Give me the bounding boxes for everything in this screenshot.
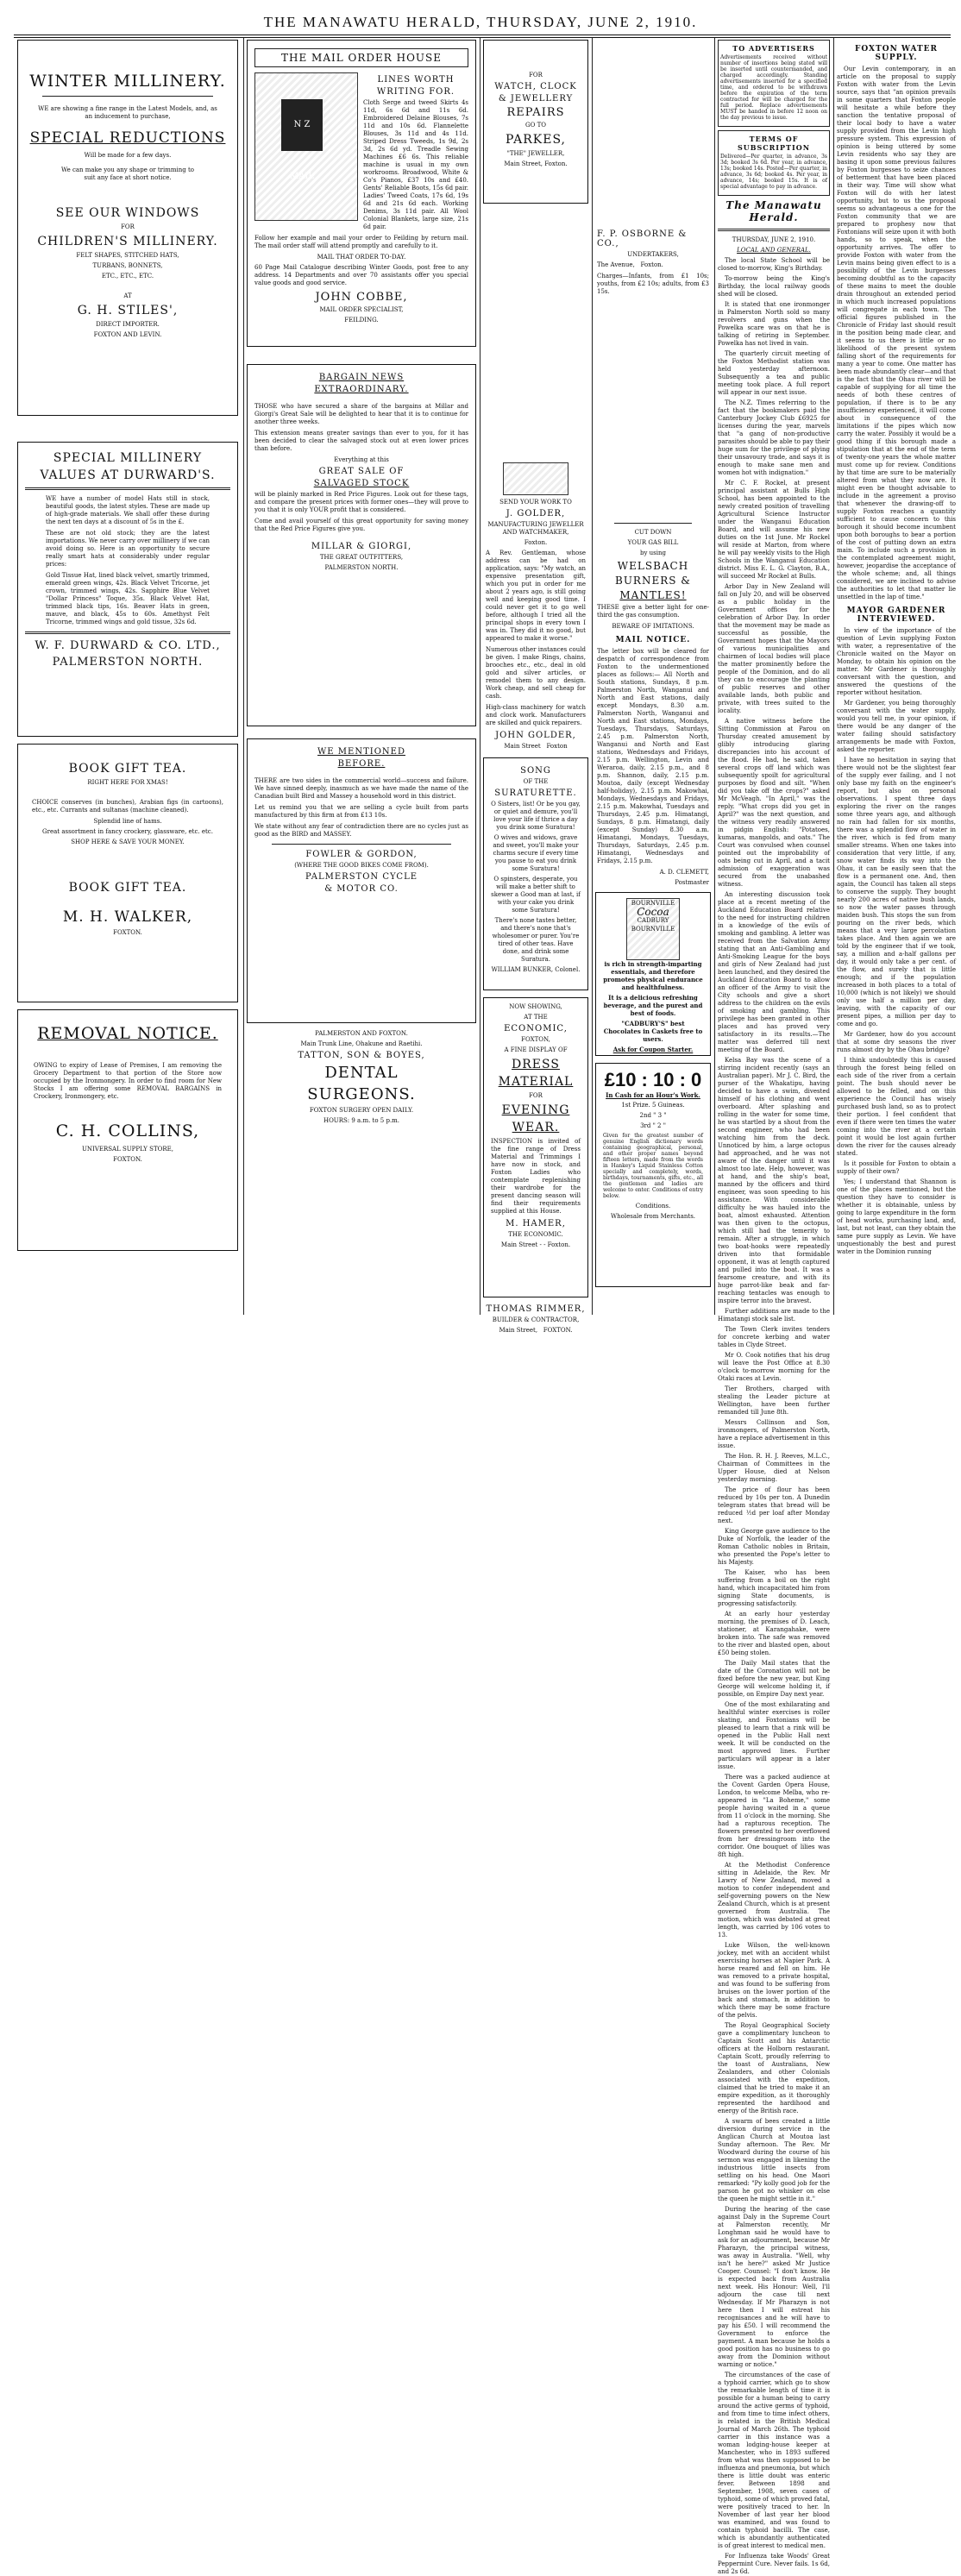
suraturette-ad xyxy=(483,757,588,990)
economic-ad xyxy=(483,997,588,1297)
ad-text: 60 Page Mail Catalogue describing Winter Goods, post free to any address. 14 Departments and over 70 assistants offer you special value goods and good service. xyxy=(254,264,468,286)
ad-heading: DRESS xyxy=(512,1058,560,1071)
column-3 xyxy=(483,40,588,1334)
ad-heading: WRITING FOR. xyxy=(376,87,455,97)
ad-firm: G. H. STILES', xyxy=(77,304,179,317)
ad-text: AT THE xyxy=(524,1014,548,1021)
ad-text: Main Street - - Foxton. xyxy=(500,1241,571,1248)
ad-heading: BURNERS & xyxy=(615,575,691,587)
ad-text: There's none tastes better, and there's none that's wholesomer or purer. You're tired of other teas. Have done, and drink some Suratura. xyxy=(492,917,580,963)
bargain-news-ad xyxy=(247,364,476,726)
ad-title: BEFORE. xyxy=(337,759,386,769)
news-paragraph: The local State School will be closed to-morrow, King's Birthday. xyxy=(718,257,830,272)
ad-text: FELT SHAPES, STITCHED HATS, xyxy=(76,252,179,259)
ad-text: WE are showing a fine range in the Latest Models, and, as an inducement to purchase, xyxy=(38,105,217,120)
ad-heading: SEE OUR WINDOWS xyxy=(55,206,200,220)
ad-text: UNIVERSAL SUPPLY STORE, xyxy=(82,1146,173,1153)
ad-text: CUT DOWN xyxy=(634,529,672,536)
news-paragraph: In view of the importance of the question of Levin supplying Foxton with water, a representative of the Chronicle waited on the Mayor on Monday, to obtain his opinion on the matter. Mr Gardener is thoroughly conversant with the question, and answered the questions of the reporter without hesitation. xyxy=(837,627,956,696)
rimmer-ad xyxy=(483,1304,588,1335)
ad-heading: WATCH, CLOCK xyxy=(494,82,577,91)
section-title: FOXTON WATER SUPPLY. xyxy=(854,45,938,62)
ad-text: O wives and widows, grave and sweet, you'll make your charms secure if every time you pause to eat you drink some Suratura! xyxy=(493,834,579,872)
ad-text: PALMERSTON AND FOXTON. xyxy=(315,1030,408,1037)
news-paragraph: I have no hesitation in saying that there would not be the slightest fear of the supply ever failing, and I not only base my faith on the engineer's report, but also on personal observations. I spent three days exploring the river on the ranges some three years ago, and although no rain had fallen for six months, there was a splendid flow of water in the river, which is fed from many smaller streams. When one takes into consideration that very little, if any, snow water finds its way into the Ohau, it can be easily seen that the flow is a permanent one. And, then again, the Council has taken all steps to conserve the supply. They bought nearly 200 acres of native bush lands, so now the water passes through maiden bush. This stops the sun from pouring on the river beds, which means that a very large percolation takes place. And then again we are told by the engineer that if we took, say, a million and a-half gallons per day, it would only take a per cent. of the flow, and surely that is little enough; and if the population increased in both places to a total of 10,000 (which is not likely) we should only use half a million per day, leaving, with the capacity of our present pipes, a million per day to come and go. xyxy=(837,757,956,1027)
news-paragraph: During the hearing of the case against Daly in the Supreme Court at Palmerston recently, Mr Longhman said he would have to ask for an adjournment, because Mr Pharazyn, the principal witness, was away in Australia. "Well, why isn't he here?" asked Mr Justice Cooper. Counsel: "I don't know. He is expected back from Australia next week. His Honour: Well, I'll adjourn the case till next Wednesday. If Mr Pharazyn is not here then I will estreat his recognisances and he will have to pay his £50. I will recommend the Government to enforce the payment. A man because he holds a good position has no business to go away from the Dominion without warning or notice." xyxy=(718,2206,830,2368)
ad-heading: WELSBACH xyxy=(617,560,689,572)
ad-text: CHOICE conserves (in bunches), Arabian figs (in cartoons), etc., etc. Currants and sultanas (machine cleaned). xyxy=(32,799,223,814)
ad-firm: FOWLER & GORDON, xyxy=(305,850,418,859)
ad-headline: SPECIAL REDUCTIONS xyxy=(29,129,226,147)
ad-text: Numerous other instances could be given. I make Rings, chains, brooches etc., etc., deal in old gold and silver articles, or remodel them to any design. Work cheap, and sell cheap for cash. xyxy=(486,646,586,700)
ad-firm: & MOTOR CO. xyxy=(324,884,399,894)
divider xyxy=(614,523,692,524)
ad-text: This extension means greater savings than ever to you, for it has been decided to clear the salvaged stock out at even lower prices than before. xyxy=(254,430,468,452)
ad-text: Conditions. xyxy=(635,1203,671,1209)
ad-text: Main Street Foxton xyxy=(504,743,568,750)
ad-title: SPECIAL MILLINERY xyxy=(53,451,203,465)
column-news-3 xyxy=(837,40,956,1316)
masthead: THE MANAWATU HERALD, THURSDAY, JUNE 2, 1910. xyxy=(263,14,698,30)
ad-text: BEWARE OF IMITATIONS. xyxy=(612,623,694,630)
column-4 xyxy=(595,40,711,1316)
durward-ad xyxy=(17,442,238,737)
news-paragraph: It is stated that one ironmonger in Palmerston North sold so many revolvers and guns when the Powelka scare was on that he is talking of retiring in September. Powelka has not lived in vain. xyxy=(718,301,830,347)
news-paragraph: Mr Gardener, how do you account that at some dry seasons the river runs almost dry by the Ohau bridge? xyxy=(837,1031,956,1053)
article-text: The letter box will be cleared for despatch of correspondence from Foxton to the undermentioned places as follows:— All North and South stations, Sundays, 8 p.m. Palmerston North, Wanganui and North and East stations, daily except Mondays, 8.30 a.m. Palmerston North, Wanganui and North and East stations, Mondays, Tuesdays, Thursdays, Saturdays, 2.45 p.m. Palmerston North, Wanganui and North and East stations, Wednesdays and Fridays, 2.15 p.m. Wellington, Levin and Weraroa, daily, 2.15 p.m., and 8 p.m. Shannon, daily, 2.15 p.m. Moutoa, daily (except Wednesday half-holiday), 2.15 p.m. Makowhai, Mondays, Wednesdays and Fridays, 2.15 p.m. Makowhai, Tuesdays and Thursdays, 2.45 p.m. Himatangi, Sundays, 8 p.m. Himatangi, daily (except Sunday) 8.30 a.m. Himatangi, Mondays, Tuesdays, Thursdays, Saturdays, 2.45 p.m. Himatangi, Wednesdays and Fridays, 2.15 p.m. xyxy=(597,648,709,864)
ad-heading: LINES WORTH xyxy=(377,75,455,85)
ad-firm: M. H. WALKER, xyxy=(62,908,193,926)
ad-text: PALMERSTON NORTH. xyxy=(324,564,399,571)
ad-firm: TATTON, SON & BOYES, xyxy=(298,1051,425,1060)
subscription-terms xyxy=(718,130,830,196)
parkes-ad xyxy=(483,40,588,204)
column-1 xyxy=(17,40,238,1316)
news-paragraph: The circumstances of the case of a typhoid carrier, which go to show the remarkable length of time it is possible for a human being to carry around the active germs of typhoid, and from time to time infect others, is related in the British Medical Journal of March 26th. The typhoid carrier in this instance was a woman lodging-house keeper at Manchester, who in 1893 suffered from what was then supposed to be influenza and pneumonia, but which there is little doubt was enteric fever. Between 1898 and September, 1908, seven cases of typhoid, some of which proved fatal, were positively traced to her. In November of last year her blood was examined, and was found to contain typhoid bacilli. The case, which is abundantly authenticated is of great interest to medical men. xyxy=(718,2372,830,2549)
ad-text: FOR xyxy=(121,223,135,230)
ad-text: MAIL ORDER SPECIALIST, xyxy=(319,306,404,313)
ad-title: SURATURETTE. xyxy=(494,789,577,798)
ad-text: We state without any fear of contradiction there are no cycles just as good as the BIRD and MASSEY. xyxy=(254,823,468,838)
news-paragraph: I think undoubtedly this is caused through the forest being felled on each side of the river from a certain point. The bush should never be allowed to be felled, and on this experience the Council has wisely purchased bush land, so as to protect their portion. I feel confident that even if there were ten times the water coming into the river at a certain point it would be lost again further down the river for the causes already stated. xyxy=(837,1057,956,1157)
divider xyxy=(272,844,451,845)
ad-text: (WHERE THE GOOD BIKES COME FROM). xyxy=(294,862,429,869)
news-paragraph: The Hon. R. H. J. Reeves, M.L.C., Chairman of Committees in the Upper House, died at Nelson yesterday morning. xyxy=(718,1453,830,1483)
news-paragraph: Is it possible for Foxton to obtain a supply of their own? xyxy=(837,1160,956,1175)
cocoa-ad xyxy=(595,892,711,1056)
issue-date: THURSDAY, JUNE 2, 1910. xyxy=(732,236,816,243)
ad-text: Main Street, Foxton. xyxy=(504,160,568,167)
ad-title: BARGAIN NEWS xyxy=(318,373,405,382)
ad-firm: M. HAMER, xyxy=(506,1219,566,1228)
news-paragraph: There was a packed audience at the Covent Garden Opera House, London, to welcome Melba, who re-appeared in "La Boheme," some people having waited in a queue from 11 o'clock in the morning. She had a rapturous reception. The flowers presented to her overflowed from her dressingroom into the corridor. One bouquet of lilies was 8ft high. xyxy=(718,1774,830,1858)
ad-text: Everything at this xyxy=(334,456,389,463)
ad-text: GO TO xyxy=(525,122,546,129)
ad-text: Charges—Infants, from £1 10s; youths, from £2 10s; adults, from £3 15s. xyxy=(597,273,709,295)
section-title: MAIL NOTICE. xyxy=(615,636,691,644)
ad-text: A Rev. Gentleman, whose address can be had on application, says: "My watch, an expensive presentation gift, which you put in order for me about 2 years ago, is still going well and keeping good time. I could never get it to go well before, although I tried all the principal shops in every town I was in. They did it no good, but appeared to make it worse." xyxy=(486,550,586,642)
column-news-1 xyxy=(718,40,830,2575)
column-divider xyxy=(243,38,244,1315)
article-text: Advertisements received without number of insertions being stated will be inserted until countermanded, and charged accordingly. Standing advertisements inserted for a specified time, and ordered to be withdrawn before the expiration of the term contracted for will be charged for the full period. Replace advertisements MUST be handed in before 12 noon on the day previous to issue. xyxy=(720,54,827,121)
ad-text: MANUFACTURING JEWELLER AND WATCHMAKER, xyxy=(487,521,584,536)
news-paragraph: A native witness before the Sitting Commission at Parou on Thursday created amusement by glibly introducing glaring discrepancies into his account of the flood. He had, he said, taken several crops off land which was subsequently spoilt for agricultural purposes by flood and silt. "When did you take off the crops?" asked Mr McVeagh. "In April," was the reply. "What crops did you get in April?" was the next question, and the witness very readily answered in pidgin English: "Potatoes, kumaras, mangolds, and oats." The Court was convulsed when counsel pointed out the improbability of oats being cut in April, and a tacit admission of exaggeration was secured from the unabashed witness. xyxy=(718,718,830,888)
ad-text: MAIL THAT ORDER TO-DAY. xyxy=(317,254,406,261)
ad-text: FOR xyxy=(529,1092,543,1099)
prize-ad xyxy=(595,1063,711,1287)
ad-heading: MATERIAL xyxy=(498,1075,574,1089)
news-paragraph: The Town Clerk invites tenders for concrete kerbing and water tables in Clyde Street. xyxy=(718,1326,830,1348)
ad-text: INSPECTION is invited of the fine range of Dress Material and Trimmings I have now in stock, and Foxton Ladies who contemplate replenishing their wardrobe for the present dancing season will find their requirements supplied at this House. xyxy=(491,1138,581,1215)
news-paragraph: Arbor Day in New Zealand will fall on July 20, and will be observed as a public holiday in the Government offices for the celebration of Arbor Day. In order that the movement may be made as successful as possible, the Government hopes that the Mayors of various municipalities and chairmen of local bodies will place the matter prominently before the people of the Dominion, and do all they can to encourage the planting of public reserves and other available lands, both public and private, with trees suited to the locality. xyxy=(718,583,830,714)
section-title: TERMS OF SUBSCRIPTION xyxy=(737,135,811,152)
ad-text: THE GREAT OUTFITTERS, xyxy=(319,554,404,561)
signature-role: Postmaster xyxy=(675,879,709,886)
mail-box-girl-illustration xyxy=(254,72,358,221)
tatton-ad xyxy=(247,1030,476,1125)
prize-amount: £10 : 10 : 0 xyxy=(604,1069,702,1090)
ad-text: SEND YOUR WORK TO xyxy=(499,499,572,506)
ad-text: Come and avail yourself of this great opportunity for saving money that the Red Price Figures give you. xyxy=(254,518,468,532)
divider xyxy=(25,487,230,490)
ad-heading: CHILDREN'S MILLINERY. xyxy=(37,235,218,248)
ad-title: SONG xyxy=(520,766,551,776)
ad-firm: W. F. DURWARD & CO. LTD., xyxy=(35,639,221,652)
ad-firm: PARKES, xyxy=(505,133,566,147)
article-text: Delivered—Per quarter, in advance, 3s 3d; booked 3s 6d. Per year, in advance, 13s; booked 14s. Posted—Per quarter, in advance, 3s 6d; booked 4s. Per year, in advance, 14s; booked 15s. It is of special advantage to pay in advance. xyxy=(720,154,827,190)
ad-text: Ask for Coupon Starter. xyxy=(612,1046,694,1053)
news-paragraph: Tier Brothers, charged with stealing the Leader picture at Wellington, have been further remanded till June 8th. xyxy=(718,1385,830,1416)
advertisers-notice xyxy=(718,40,830,127)
news-paragraph: Yes; I understand that Shannon is one of the places mentioned, but the question they have to consider is whether it is obtainable, unless by going to large expenditure in the form of head works, purchasing land, and, last, but not least, can they obtain the same pure supply as Levin. We have unquestionably the best and purest water in the Dominion running xyxy=(837,1178,956,1255)
winter-millinery-ad xyxy=(17,40,238,416)
osborne-ad: F. P. OSBORNE & CO., UNDERTAKERS, The Avenue, Foxton. Charges—Infants, from £1 10s; youths, from £2 10s; adults, from £3 15s. xyxy=(597,229,709,295)
ad-text: DIRECT IMPORTER. xyxy=(96,321,160,328)
golder-ad xyxy=(483,462,588,751)
ad-text: THOSE who have secured a share of the bargains at Millar and Giorgi's Great Sale will be delighted to hear that it is to continue for another three weeks. xyxy=(254,403,468,425)
ad-text: 2nd " 3 " xyxy=(639,1112,667,1119)
welsbach-ad xyxy=(595,523,711,631)
news-paragraph: At an early hour yesterday morning, the premises of D. Leach, stationer, at Karangahake, were broken into. The safe was removed to the river and blasted open, about £50 being stolen. xyxy=(718,1611,830,1656)
ad-text: "CADBURY'S" best Chocolates in Caskets free to users. xyxy=(603,1020,703,1043)
ad-text: Follow her example and mail your order to Feilding by return mail. The mail order staff will attend promptly and carefully to it. xyxy=(254,235,468,249)
section-title: TO ADVERTISERS xyxy=(732,44,815,53)
ad-text: ETC., ETC., ETC. xyxy=(101,273,154,280)
ad-text: Will be made for a few days. xyxy=(84,152,172,159)
ad-text: HOURS: 9 a.m. to 5 p.m. xyxy=(323,1117,400,1124)
ad-heading: & JEWELLERY xyxy=(498,94,574,104)
ad-text: FOXTON. xyxy=(113,1156,142,1163)
ad-text: Splendid line of hams. xyxy=(93,818,162,825)
news-paragraph: King George gave audience to the Duke of Norfolk, the leader of the Roman Catholic nobles in Britain, who presented the Pope's letter to his Majesty. xyxy=(718,1528,830,1566)
ad-text: OWING to expiry of Lease of Premises, I am removing the Grocery Department to that portion of the Store now occupied by the Ironmongery. In order to find room for New Stocks I am offering some REMOVAL BARGAINS in Crockery, Ironmongery, etc. xyxy=(34,1062,222,1100)
ad-text: Main Trunk Line, Ohakune and Raetihi. xyxy=(300,1040,423,1047)
ad-firm: J. GOLDER, xyxy=(506,509,566,518)
ad-title: THE MAIL ORDER HOUSE xyxy=(254,48,468,67)
masthead-rule-2 xyxy=(14,37,951,38)
ad-text: by using xyxy=(640,550,666,556)
section-title: MAYOR GARDENER INTERVIEWED. xyxy=(846,606,946,624)
column-divider xyxy=(833,38,834,1315)
ad-text: BUILDER & CONTRACTOR, xyxy=(492,1316,580,1323)
news-paragraph: Messrs Collinson and Son, ironmongers, of Palmerston North, have a replace advertisement in this issue. xyxy=(718,1419,830,1449)
news-paragraph: The Kaiser, who has been suffering from a boil on the right hand, which incapacitated him from signing State documents, is progressing satisfactorily. xyxy=(718,1569,830,1607)
section-title: LOCAL AND GENERAL. xyxy=(737,247,811,254)
ad-heading: MANTLES! xyxy=(619,589,687,601)
news-paragraph: Luke Wilson, the well-known jockey, met with an accident whilst exercising horses at Napier Park. A horse reared and fell on him. He was removed to a private hospital, and was found to be suffering from bruises on the lower portion of the back and stomach, in addition to which there may be some fracture of the pelvis. xyxy=(718,1942,830,2019)
ad-text: FOXTON. xyxy=(113,929,142,936)
ad-text: Let us remind you that we are selling a cycle built from parts manufactured by this firm at from £13 10s. xyxy=(254,804,468,819)
ad-heading: SALVAGED STOCK xyxy=(313,479,410,488)
ad-text: TURBANS, BONNETS, xyxy=(92,262,163,269)
ad-heading: ECONOMIC, xyxy=(504,1024,568,1034)
ad-firm: JOHN COBBE, xyxy=(315,291,408,304)
ad-title: VALUES AT DURWARD'S. xyxy=(40,468,216,482)
ad-text: FEILDING. xyxy=(344,317,379,324)
mailbox-label: N Z MAIL xyxy=(281,99,323,151)
ad-text: SHOP HERE & SAVE YOUR MONEY. xyxy=(71,839,185,845)
news-paragraph: Mr O. Cook notifies that his drug will leave the Post Office at 8.30 o'clock to-morrow morning for the Otaki races at Levin. xyxy=(718,1352,830,1382)
news-paragraph: One of the most exhilarating and healthful winter exercises is roller skating, and Foxtonians will be pleased to learn that a rink will be opened in the Public Hall next week. It will be conducted on the most approved lines. Further particulars will appear in a later issue. xyxy=(718,1701,830,1770)
ad-text: FOR xyxy=(529,72,543,79)
ad-title: BOOK GIFT TEA. xyxy=(68,762,187,776)
ad-text: A FINE DISPLAY OF xyxy=(504,1046,568,1053)
news-paragraph: Mr C. F. Rockel, at present principal assistant at Bulls High School, has been appointed to the newly created position of travelling Agricultural Science Instructor under the Wanganui Education Board, and will assume his new duties on the 1st June. Mr Rockel will reside at Marton, from where he will pay weekly visits to the High Schools in the Wanganui Education district. Miss E. L. G. Clayton, B.A., will succeed Mr Rockel at Bulls. xyxy=(718,480,830,580)
ad-title: REMOVAL NOTICE. xyxy=(37,1024,218,1043)
ad-text: Cloth Serge and tweed Skirts 4s 11d, 6s 6d and 11s 6d. Embroidered Delaine Blouses, 7s 11d and 10s 6d. Flannelette Blouses, 3s 11d and 4s 11d. Striped Dress Tweeds, 1s 9d, 2s 3d, 2s 6d yd. Treadle Sewing Machines £6 6s. This reliable machine is usual in my own workrooms. Broadwood, White & Co's Pianos, £37 10s and £40. Gents' Reliable Boots, 15s 6d pair. Ladies' Tweed Coats, 17s 6d, 19s 6d and 21s 6d each. Working Denims, 3s 11d pair. All Wool Colonial Blankets, large size, 21s 6d pair. xyxy=(363,99,468,230)
ad-firm: C. H. COLLINS, xyxy=(55,1122,200,1140)
ad-text: Main Street, FOXTON. xyxy=(499,1327,573,1334)
ad-heading: GREAT SALE OF xyxy=(318,467,405,476)
ad-heading: WEAR. xyxy=(512,1121,560,1134)
column-divider xyxy=(714,38,715,1315)
ad-text: It is a delicious refreshing beverage, and the purest and best of foods. xyxy=(603,994,703,1017)
signature: A. D. CLEMETT, xyxy=(659,869,709,876)
ad-text: In Cash for an Hour's Work. xyxy=(606,1091,700,1099)
ad-text: RIGHT HERE FOR XMAS! xyxy=(87,779,168,786)
news-paragraph: The Royal Geographical Society gave a complimentary luncheon to Captain Scott and his Antarctic officers at the Holborn restaurant. Captain Scott, proudly referring to the toast of Australians, New Zealanders, and other Colonials associated with the expedition, claimed that he tried to make it an empire expedition, as it thoroughly represented the hardihood and energy of the British race. xyxy=(718,2022,830,2114)
ad-title: WE MENTIONED xyxy=(317,747,405,757)
ad-text: O spinsters, desperate, you will make a better shift to skewer a Good man at last, if with your cake you drink some Suratura! xyxy=(491,876,581,914)
ad-text: OF THE xyxy=(523,778,549,785)
news-paragraph: The price of flour has been reduced by 10s per ton. A Dunedin telegram states that bread will be reduced ½d per loaf after Monday next. xyxy=(718,1486,830,1524)
ad-title: WINTER MILLINERY. xyxy=(29,72,226,91)
ad-text: 1st Prize. 5 Guineas. xyxy=(621,1102,685,1109)
ad-text: THERE are two sides in the commercial world—success and failure. We have sinned deeply, inasmuch as we have made the name of the Canadian built Bird and Massey a household word in this district. xyxy=(254,777,468,800)
ad-text: THESE give a better light for one-third the gas consumption. xyxy=(597,604,709,619)
ad-text: YOUR GAS BILL xyxy=(627,539,679,546)
news-paragraph: To-morrow being the King's Birthday, the local railway goods shed will be closed. xyxy=(718,275,830,298)
ad-text: NOW SHOWING, xyxy=(509,1003,562,1010)
ad-heading: BOOK GIFT TEA. xyxy=(68,881,187,895)
ad-text: Given for the greatest number of genuine English dictionary words containing geographical, personal, and other proper names beyond fifteen letters, made from the words in Hankey's Liquid Stainless Cotton specially and completely, words, birthdays, tournaments, gifts, etc., all the gentlemen and ladies are welcome to enter. Conditions of entry below. xyxy=(603,1133,703,1199)
column-2 xyxy=(247,40,476,1316)
news-paragraph: The Daily Mail states that the date of the Coronation will not be fixed before the new year, but King George will welcome holding it, if possible, on Empire Day next year. xyxy=(718,1660,830,1698)
ad-text: AT xyxy=(123,292,132,299)
ad-text: High-class machinery for watch and clock work. Manufacturers are skilled and quick repairers. xyxy=(486,704,586,726)
ad-text: FOXTON SURGERY OPEN DAILY. xyxy=(309,1107,414,1114)
mail-notice xyxy=(595,636,711,887)
column-divider xyxy=(592,38,593,1315)
ad-firm: JOHN GOLDER, xyxy=(495,731,576,740)
ad-text: THE ECONOMIC. xyxy=(508,1231,563,1238)
mail-order-ad xyxy=(247,40,476,347)
ad-text: will be plainly marked in Red Price Figures. Look out for these tags, and compare the present prices with former ones—they will prove to you that it is only YOUR profit that is considered. xyxy=(254,491,468,513)
removal-notice-ad xyxy=(17,1009,238,1251)
ad-text: Wholesale from Merchants. xyxy=(610,1213,696,1220)
ad-heading: REPAIRS xyxy=(506,106,565,119)
news-paragraph: The N.Z. Times referring to the fact that the bookmakers paid the Canterbury Jockey Club £6925 for licenses during the year, marvels that "a gang of non-productive parasites should be able to pay their huge sum for the privilege of plying their unsavoury trade, and says it is enough to make sane men and women hot with indignation." xyxy=(718,399,830,476)
ad-firm: MILLAR & GIORGI, xyxy=(311,542,412,551)
cocoa-tin-illustration: BOURNVILLE Cocoa CADBURY BOURNVILLE xyxy=(626,898,680,960)
news-paragraph: Kelsa Bay was the scene of a stirring incident recently (says an Australian paper). Mr J. C. Bird, the purser of the Whakatipu, having decided to have a swim, divested himself of his clothing and went overboard. After splashing and rolling in the water for some time, he was startled by a shout from the second engineer, who had been watching him from the deck. Unnoticed by him, a large octopus had approached, and he was not aware of the danger until it was almost too late. Help, however, was at hand, and the ship's boat, manned by the officers and third engineer, was soon speeding to his assistance. With considerable difficulty he was hauled into the boat, almost exhausted. Attention was then given to the octopus, which still had the temerity to remain. After a struggle, in which two boat-hooks were repeatedly driven into that formidable opponent, it was at length captured and pulled into the boat. It was a fearsome creature, and with its huge parrot-like beak and far-reaching tentacles was enough to inspire terror into the bravest. xyxy=(718,1057,830,1304)
ad-heading: DENTAL xyxy=(324,1064,399,1082)
ad-text: Gold Tissue Hat, lined black velvet, smartly trimmed, emerald green wings, 42s. Black Velvet Tricorne, jet crown, trimmed wings, 42s. Sapphire Blue Velvet "Dollar Princess" Toque, 35s. Black Velvet Hat, trimmed black tips, 16s. Beaver Hats in green, mauve, and black, 45s to 60s. Amethyst Felt Tricorne, trimmed wings and gold tissue, 32s 6d. xyxy=(46,572,210,625)
ad-text: Great assortment in fancy crockery, glassware, etc. etc. xyxy=(42,828,213,835)
ad-text: We can make you any shape or trimming to suit any face at short notice. xyxy=(60,166,195,181)
we-mentioned-before-ad xyxy=(247,738,476,1023)
ad-firm: F. P. OSBORNE & CO., xyxy=(597,229,688,248)
newspaper-title: The Manawatu Herald. xyxy=(725,199,822,223)
news-paragraph: An interesting discussion took place at a recent meeting of the Auckland Education Board relative to the need for instructing children in a knowledge of the evils of smoking and gambling. A letter was received from the Salvation Army stating that an Anti-Gambling and Anti-Smoking League for the boys and girls of New Zealand had just been launched, and they desired the Auckland Education Board to allow an officer of the Army to visit the City schools and give a short address to the children on the evils of smoking and gambling. This privilege has been granted in other places and has proved very satisfactory in its results.—The matter was deferred till next meeting of the Board. xyxy=(718,891,830,1053)
ad-text: is rich in strength-imparting essentials, and therefore promotes physical endurance and healthfulness. xyxy=(603,960,703,991)
ad-text: UNDERTAKERS, xyxy=(627,251,679,258)
ad-text: O Sisters, list! Or be you gay, or quiet and demure, you'll love your life if thrice a day you drink some Suratura! xyxy=(491,801,581,831)
news-paragraph: Mr Gardener, you being thoroughly conversant with the water supply, would you tell me, in your opinion, if there would be any danger of the water failing should satisfactory arrangements be made with Foxton, asked the reporter. xyxy=(837,700,956,753)
book-gift-tea-ad xyxy=(17,744,238,1002)
news-paragraph: At the Methodist Conference sitting in Adelaide, the Rev. Mr Lawry of New Zealand, moved a motion to confer independent and self-governing powers on the New Zealand Church, which is at present governed from Australia. The motion, which was debated at great length, was carried by 106 votes to 13. xyxy=(718,1862,830,1938)
divider xyxy=(42,96,213,97)
ad-firm: PALMERSTON CYCLE xyxy=(305,872,418,882)
ad-text: FOXTON AND LEVIN. xyxy=(93,331,162,338)
watch-ornament-illustration xyxy=(503,462,568,495)
news-paragraph: For Influenza take Woods' Great Peppermint Cure. Never fails. 1s 6d, and 2s 6d. xyxy=(718,2553,830,2575)
local-news-list xyxy=(718,257,830,2576)
news-paragraph: Our Levin contemporary, in an article on the proposal to supply Foxton with water from the Levin source, says that "an opinion prevails in some quarters that Foxton people will hesitate a while before they sanction the tentative proposal of their local body to have a water supply provided from the Levin high pressure system. This expression of opinion is being uttered by some Levin residents who say they are basing it upon some previous failures by Foxton burgesses to seize chances of betterment that have been placed in their way. Time will show what Foxton will do with her latest opportunity, but to us the proposal seems so advantageous a one for the Foxton community that we are prepared to prophesy now that Foxtonians will seize upon it with both hands, so to speak, when the opportunity arrives. The offer to provide Foxton with water from the Levin mains being given effect to is a possibility of the Levin burgesses becoming doubtful as to the capacity of these mains to meet the double drain throughout an extended period in which much increased populations will congregate in each town. The official figures published in the Chronicle of Friday last should result in the position being made clear, and it seems to us there is little or no likelihood of the present system falling short of the requirements for many a year to come. One matter has been made abundantly clear—and that is the fact that the Ohau river will be capable of supplying for all time the needs of both these centres of population, if there is to be any insufficiency experienced, it will come about in consequence of the limitations if the pipes which now carry the water. Possibly it would be a good thing if this borough made a stipulation that at the end of the term of twenty-one years the whole matter must come up for review. Conditions by that time are sure to be materially altered from what they now are. It might even be thought advisable to include in the agreement a proviso that whenever the drawing-off to supply Foxton reaches a quantity sufficient to cause concern to this borough it should become incumbent upon both boroughs to bear a portion of the cost of putting down an extra main. To include such a provision in the contemplated agreement might, however, jeopardise the acceptance of the whole scheme; and, all things considered, we are inclined to advise the authorities to let that matter lie unsettled in the lap of time." xyxy=(837,66,956,600)
ad-text: 3rd " 2 " xyxy=(640,1122,666,1129)
ad-text: Foxton. xyxy=(524,539,548,546)
news-paragraph: Further additions are made to the Himatangi stock sale list. xyxy=(718,1308,830,1323)
ad-title: EXTRAORDINARY. xyxy=(314,385,409,394)
news-paragraph: The quarterly circuit meeting of the Foxton Methodist station was held yesterday afternoon. Subsequently a tea and public meeting took place. A full report will appear in our next issue. xyxy=(718,350,830,396)
ad-firm: PALMERSTON NORTH. xyxy=(52,656,204,669)
ad-text: These are not old stock; they are the latest importations. We never carry over millinery if we can avoid doing so. Here is an opportunity to secure really smart hats at considerably under regular prices: xyxy=(46,530,210,568)
ad-heading: SURGEONS. xyxy=(307,1085,416,1103)
ad-text: WE have a number of model Hats still in stock, beautiful goods, the latest styles. These are made up of high-grade materials. We shall offer these during the next ten days at a discount of 5s in the £. xyxy=(46,495,210,525)
ad-firm: THOMAS RIMMER, xyxy=(486,1304,586,1314)
ad-heading: EVENING xyxy=(501,1103,570,1117)
news-paragraph: A swarm of bees created a little diversion during service in the Anglican Church at Moutoa last Sunday afternoon. The Rev. Mr Woodward during the course of his sermon was engaged in likening the industrious little insects from settling on his head. One Maori remarked: "Py kolly good job for the parson he got no whisker on else the queen he might settle in it." xyxy=(718,2118,830,2202)
divider xyxy=(25,631,230,634)
ad-text: "THE" JEWELLER, xyxy=(506,150,565,157)
water-supply-article xyxy=(837,66,956,1256)
ad-text: FOXTON, xyxy=(521,1036,550,1043)
divider xyxy=(718,229,830,231)
ad-text: WILLIAM BUNKER, Colonel. xyxy=(491,966,581,973)
